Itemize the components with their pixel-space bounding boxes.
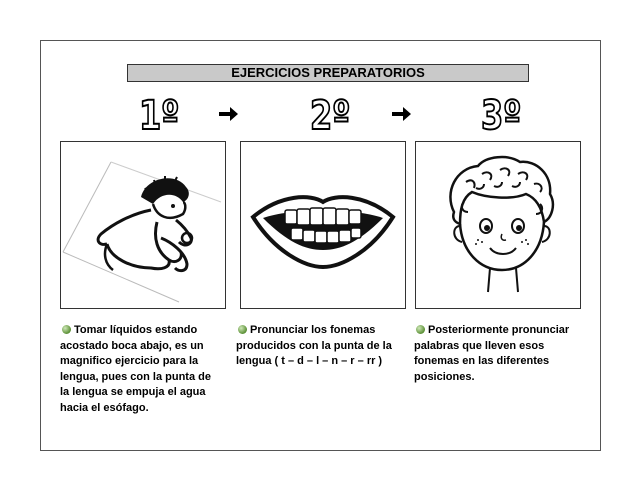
right-arrow-icon: [392, 106, 412, 122]
page-title: EJERCICIOS PREPARATORIOS: [127, 64, 529, 82]
step-3-caption: [414, 323, 574, 385]
green-bullet-icon: [238, 325, 247, 334]
step-1-image-panel: [60, 141, 226, 309]
step-3-number: 3º: [481, 93, 522, 139]
step-3-text: Posteriormente pronunciar palabras que lleven esos fonemas en las diferentes posiciones.: [414, 324, 570, 383]
step-2-text: Pronunciar los fonemas producidos con la punta de la lengua ( t – d – l – n – r – rr ): [236, 324, 392, 367]
step-2-caption: [236, 323, 394, 370]
step-1-number: 1º: [139, 93, 180, 139]
smiling-mouth-teeth-illustration: [241, 142, 405, 308]
step-2-image-panel: [240, 141, 406, 309]
smiling-child-face-illustration: [416, 142, 580, 308]
step-1-caption: [60, 323, 220, 416]
step-2-number: 2º: [310, 93, 351, 139]
child-lying-drinking-illustration: [61, 142, 225, 308]
step-3-image-panel: [415, 141, 581, 309]
green-bullet-icon: [62, 325, 71, 334]
green-bullet-icon: [416, 325, 425, 334]
right-arrow-icon: [219, 106, 239, 122]
step-1-text: Tomar líquidos estando acostado boca abajo, es un magnifico ejercicio para la lengua, pues con la punta de la lengua se empuja el agua hacia el esófago.: [60, 324, 211, 414]
